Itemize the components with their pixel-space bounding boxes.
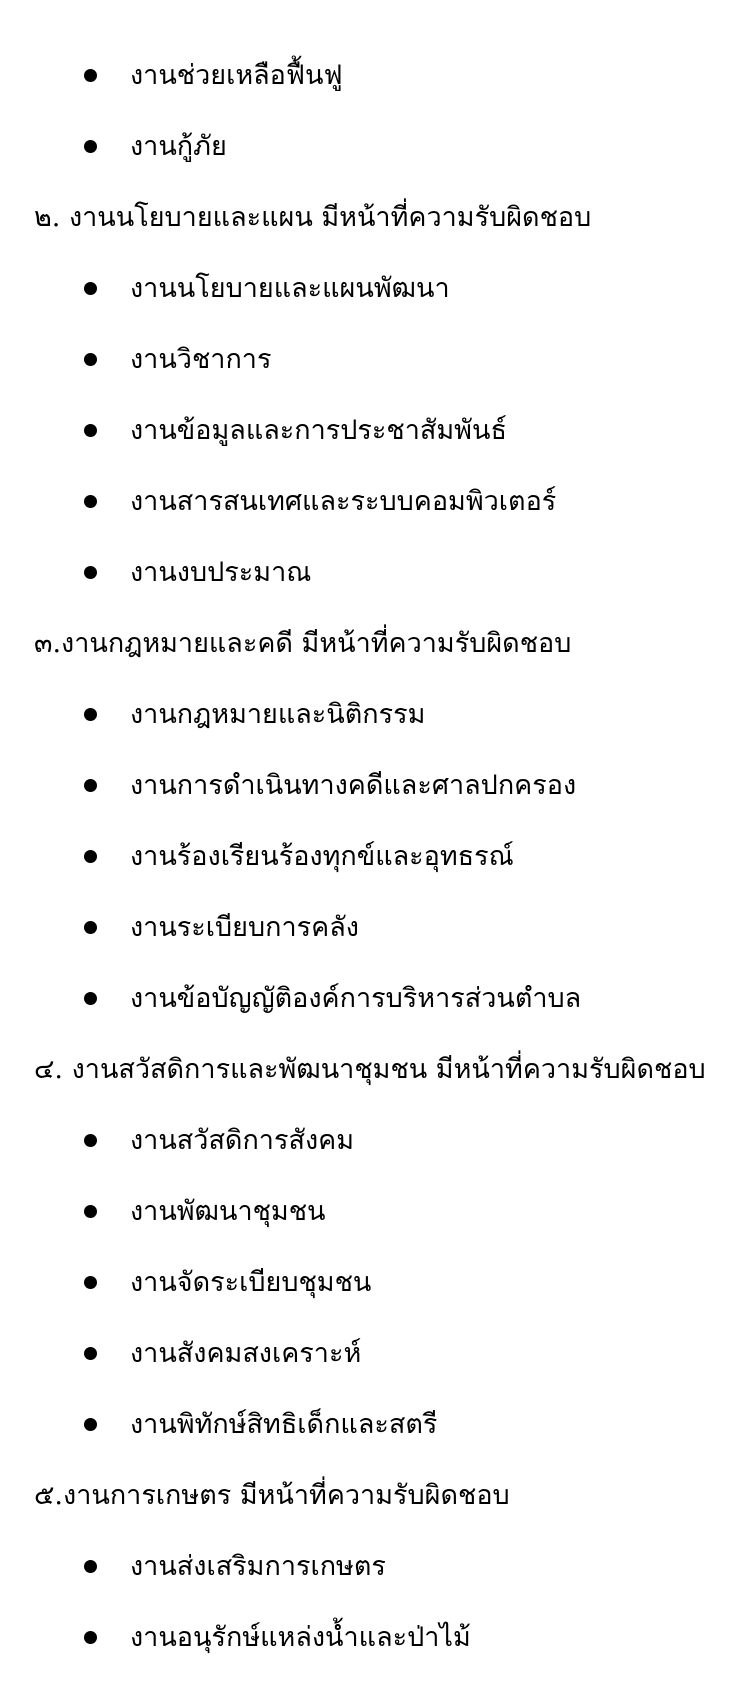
list-item-text: งานวิชาการ — [130, 344, 272, 375]
bullet-icon — [84, 1134, 97, 1147]
section-heading: ๒. งานนโยบายและแผน มีหน้าที่ความรับผิดชอบ — [34, 202, 592, 233]
bullet-icon — [84, 1418, 97, 1431]
list-item-text: งานกู้ภัย — [130, 131, 227, 162]
bullet-icon — [84, 1347, 97, 1360]
bullet-icon — [84, 992, 97, 1005]
bullet-icon — [84, 1276, 97, 1289]
bullet-icon — [84, 850, 97, 863]
list-item-text: งานสารสนเทศและระบบคอมพิวเตอร์ — [130, 486, 557, 517]
list-item-text: งานพิทักษ์สิทธิเด็กและสตรี — [130, 1409, 438, 1440]
list-item-text: งานข้อบัญญัติองค์การบริหารส่วนตำบล — [130, 983, 582, 1014]
bullet-icon — [84, 708, 97, 721]
bullet-icon — [84, 353, 97, 366]
list-item-text: งานสวัสดิการสังคม — [130, 1125, 354, 1156]
section-heading: ๕.งานการเกษตร มีหน้าที่ความรับผิดชอบ — [34, 1480, 510, 1511]
list-item-text: งานนโยบายและแผนพัฒนา — [130, 273, 450, 304]
list-item-text: งานสังคมสงเคราะห์ — [130, 1338, 362, 1369]
bullet-icon — [84, 1560, 97, 1573]
section-heading: ๓.งานกฎหมายและคดี มีหน้าที่ความรับผิดชอบ — [34, 628, 572, 659]
list-item-text: งานการดำเนินทางคดีและศาลปกครอง — [130, 770, 577, 801]
bullet-icon — [84, 1205, 97, 1218]
bullet-icon — [84, 1631, 97, 1644]
list-item-text: งานกฎหมายและนิติกรรม — [130, 699, 426, 730]
list-item-text: งานพัฒนาชุมชน — [130, 1196, 326, 1227]
list-item-text: งานส่งเสริมการเกษตร — [130, 1551, 386, 1582]
bullet-icon — [84, 779, 97, 792]
list-item-text: งานระเบียบการคลัง — [130, 912, 359, 943]
bullet-icon — [84, 566, 97, 579]
list-item-text: งานร้องเรียนร้องทุกข์และอุทธรณ์ — [130, 841, 514, 872]
list-item-text: งานอนุรักษ์แหล่งน้ำและป่าไม้ — [130, 1622, 471, 1653]
bullet-icon — [84, 424, 97, 437]
bullet-icon — [84, 69, 97, 82]
bullet-icon — [84, 140, 97, 153]
bullet-icon — [84, 495, 97, 508]
list-item-text: งานงบประมาณ — [130, 557, 312, 588]
list-item-text: งานข้อมูลและการประชาสัมพันธ์ — [130, 415, 507, 446]
list-item-text: งานจัดระเบียบชุมชน — [130, 1267, 372, 1298]
bullet-icon — [84, 921, 97, 934]
list-item-text: งานช่วยเหลือฟื้นฟู — [130, 60, 343, 91]
section-heading: ๔. งานสวัสดิการและพัฒนาชุมชน มีหน้าที่ความรับผิดชอบ — [34, 1054, 706, 1085]
bullet-icon — [84, 282, 97, 295]
